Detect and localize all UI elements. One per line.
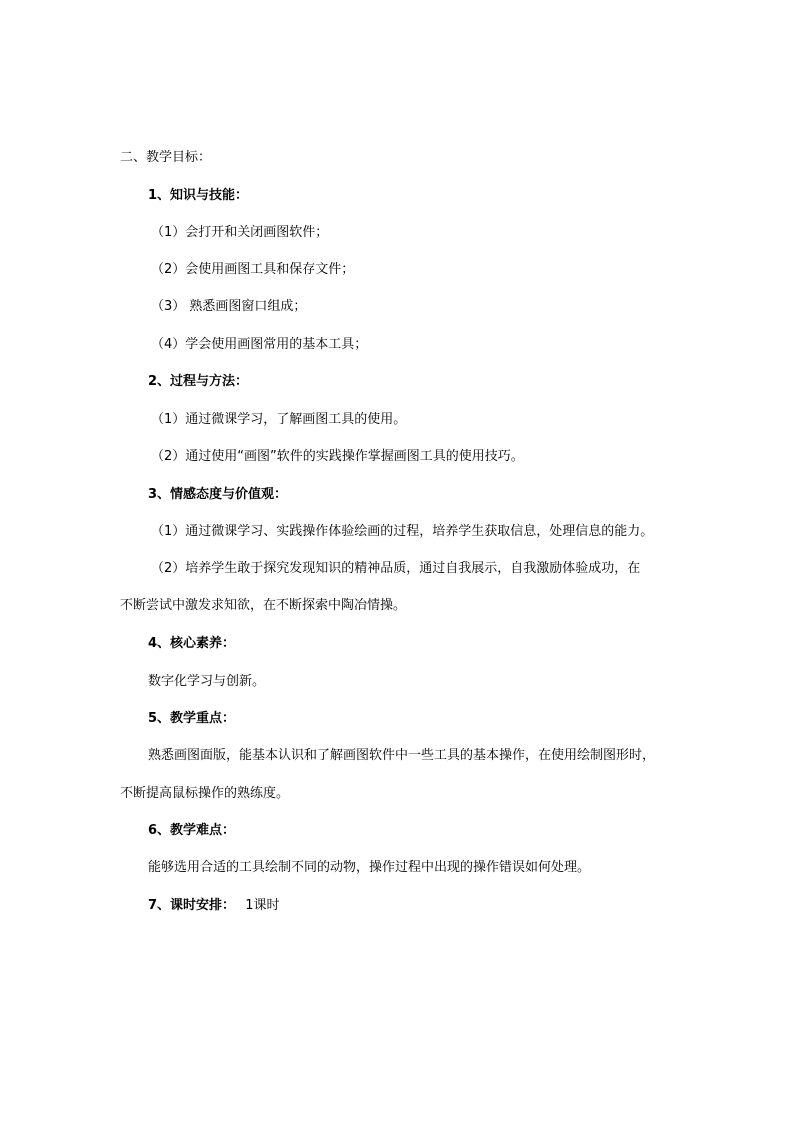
- difficulty-text: 能够选用合适的工具绘制不同的动物，操作过程中出现的操作错误如何处理。: [148, 860, 591, 875]
- difficulty-heading: 6、教学难点：: [148, 823, 236, 838]
- keypoint-line-2: 不断提高鼠标操作的熟练度。: [120, 786, 290, 801]
- emotion-heading: 3、情感态度与价值观：: [148, 487, 288, 502]
- process-heading: 2、过程与方法：: [148, 374, 249, 389]
- emotion-item-1: （1）通过微课学习、实践操作体验绘画的过程，培养学生获取信息，处理信息的能力。: [151, 524, 654, 539]
- knowledge-item-1: （1）会打开和关闭画图软件；: [151, 225, 329, 240]
- literacy-text: 数字化学习与创新。: [148, 674, 266, 689]
- schedule-heading: 7、课时安排：: [148, 898, 236, 913]
- schedule-value: 1课时: [245, 898, 280, 913]
- schedule-row: [148, 896, 279, 916]
- knowledge-item-2: （2）会使用画图工具和保存文件；: [151, 262, 355, 277]
- knowledge-heading: 1、知识与技能：: [148, 188, 249, 203]
- emotion-item-2-line-2: 不断尝试中激发求知欲，在不断探索中陶冶情操。: [120, 598, 407, 613]
- section-title: 二、教学目标：: [120, 150, 212, 165]
- keypoint-heading: 5、教学重点：: [148, 711, 236, 726]
- knowledge-item-3: （3） 熟悉画图窗口组成；: [151, 299, 307, 314]
- process-item-1: （1）通过微课学习，了解画图工具的使用。: [151, 412, 407, 427]
- emotion-item-2-line-1: （2）培养学生敢于探究发现知识的精神品质，通过自我展示，自我激励体验成功，在: [151, 561, 641, 576]
- knowledge-item-4: （4）学会使用画图常用的基本工具；: [151, 337, 368, 352]
- keypoint-line-1: 熟悉画图面版，能基本认识和了解画图软件中一些工具的基本操作，在使用绘制图形时，: [148, 748, 656, 763]
- literacy-heading: 4、核心素养：: [148, 636, 236, 651]
- process-item-2: （2）通过使用“画图”软件的实践操作掌握画图工具的使用技巧。: [151, 449, 524, 464]
